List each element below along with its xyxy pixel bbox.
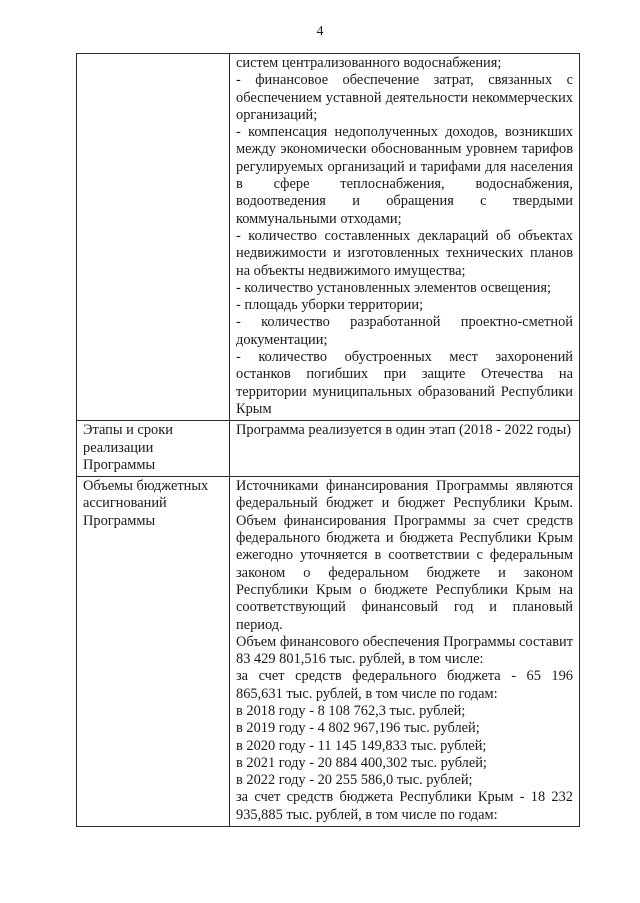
table-row-stages [77, 421, 580, 477]
text-line: - количество обустроенных мест захоронений останков погибших при защите Отечества на территории муниципальных образований Республики Крым [236, 349, 573, 417]
row-content [230, 477, 580, 827]
text-line: в 2020 году - 11 145 149,833 тыс. рублей; [236, 737, 487, 754]
text-line: за счет средств бюджета Республики Крым - 18 232 935,885 тыс. рублей, в том числе по годам: [236, 789, 573, 823]
program-passport-table [76, 53, 580, 827]
text-line: - площадь уборки территории; [236, 297, 424, 314]
table-row-indicators [77, 54, 580, 421]
text-line: за счет средств федерального бюджета - 65 196 865,631 тыс. рублей, в том числе по годам: [236, 668, 573, 702]
table-row-funding [77, 477, 580, 827]
page-number: 4 [316, 24, 324, 39]
row-label [77, 54, 230, 421]
text-line: - количество разработанной проектно-сметной документации; [236, 314, 573, 348]
text-line: в 2021 году - 20 884 400,302 тыс. рублей; [236, 754, 487, 771]
text-line: в 2022 году - 20 255 586,0 тыс. рублей; [236, 772, 473, 789]
row-label: Объемы бюджетных ассигнований Программы [77, 477, 230, 827]
text-line: систем централизованного водоснабжения; [236, 55, 502, 71]
text-line: в 2019 году - 4 802 967,196 тыс. рублей; [236, 720, 480, 737]
text-line: - компенсация недополученных доходов, возникших между экономически обоснованным уровнем тарифов регулируемых организаций и тарифами для населения в сфере теплоснабжения, водоснабжения, водоотведения и обращения с твердыми коммунальными отходами; [236, 124, 573, 227]
text-line: Программа реализуется в один этап (2018 - 2022 годы) [236, 422, 572, 439]
row-content [230, 54, 580, 421]
text-line: Объем финансового обеспечения Программы составит 83 429 801,516 тыс. рублей, в том числе: [236, 633, 573, 668]
text-line: - количество установленных элементов освещения; [236, 279, 551, 296]
text-line: в 2018 году - 8 108 762,3 тыс. рублей; [236, 702, 466, 719]
text-line: Источниками финансирования Программы являются федеральный бюджет и бюджет Республики Крым. Объем финансирования Программы за счет средств федерального бюджета и бюджета Республики Крым ежегодно уточняется в соответствии с федеральным законом о федеральном бюджете и законом Республики Крым о бюджете Республики Крым на соответствующий финансовый год и плановый период. [236, 478, 573, 633]
text-line: - финансовое обеспечение затрат, связанных с обеспечением уставной деятельности некоммерческих организаций; [236, 72, 573, 123]
row-label: Этапы и сроки реализации Программы [77, 421, 230, 477]
row-content [230, 421, 580, 477]
text-line: - количество составленных деклараций об объектах недвижимости и изготовленных технических планов на объекты недвижимого имущества; [236, 227, 573, 279]
